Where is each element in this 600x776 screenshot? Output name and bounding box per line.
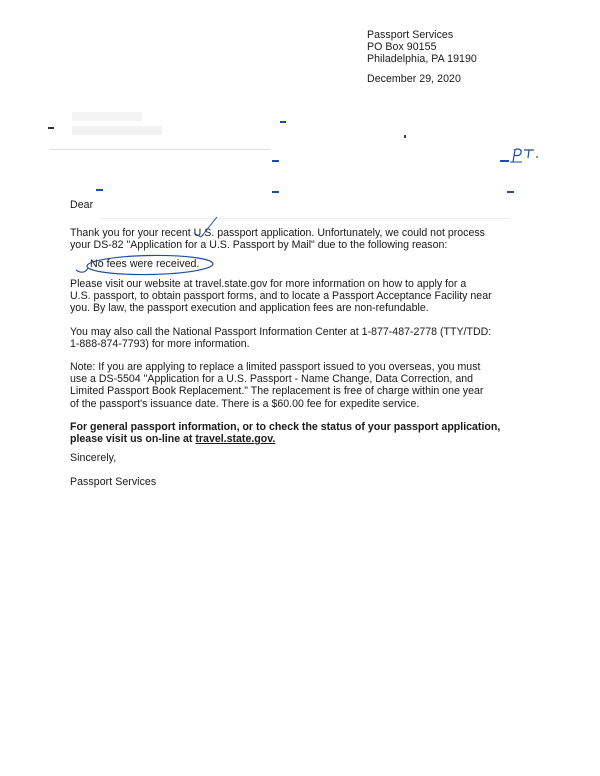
text-line: Please visit our website at travel.state.gov for more information on how to apply for a: [70, 278, 467, 290]
handwritten-check-mark: [193, 215, 223, 239]
paragraph-intro: [70, 227, 530, 251]
text-line: Note: If you are applying to replace a limited passport issued to you overseas, you must: [70, 361, 481, 373]
text-line: use a DS-5504 "Application for a U.S. Passport - Name Change, Data Correction, and: [70, 373, 473, 386]
sender-po-box: PO Box 90155: [367, 41, 437, 54]
sender-city: Philadelphia, PA 19190: [367, 53, 477, 66]
text-line: you. By law, the passport execution and application fees are non-refundable.: [70, 302, 429, 315]
sender-name: Passport Services: [367, 29, 454, 41]
paragraph-note: [70, 361, 530, 410]
handwritten-circle-mark: [72, 252, 232, 280]
text-line: Limited Passport Book Replacement." The replacement is free of charge within one year: [70, 385, 484, 398]
rejection-reason: No fees were received.: [90, 258, 200, 270]
text-line: U.S. passport, to obtain passport forms, and to locate a Passport Acceptance Facility near: [70, 290, 492, 303]
text-fragment: please visit us on-line at: [70, 433, 196, 446]
text-line: [70, 433, 530, 445]
text-line: of the passport's issuance date. There is a $60.00 fee for expedite service.: [70, 397, 420, 410]
sender-address: [367, 29, 477, 66]
text-line: your DS-82 "Application for a U.S. Passport by Mail" due to the following reason:: [70, 239, 448, 252]
signature: Passport Services: [70, 476, 157, 488]
text-line: You may also call the National Passport Information Center at 1-877-487-2778 (TTY/TDD:: [70, 326, 492, 338]
handwritten-pt-mark: [508, 146, 548, 168]
paragraph-phone: [70, 326, 530, 350]
closing: Sincerely,: [70, 452, 117, 464]
letter-date: December 29, 2020: [367, 73, 461, 85]
travel-state-gov-link[interactable]: travel.state.gov.: [195, 433, 276, 446]
salutation: Dear: [70, 199, 94, 211]
paragraph-status-info: [70, 421, 530, 445]
text-line: For general passport information, or to check the status of your passport application,: [70, 421, 501, 433]
text-line: Thank you for your recent U.S. passport application. Unfortunately, we could not process: [70, 227, 485, 239]
paragraph-website: [70, 278, 530, 315]
text-line: 1-888-874-7793) for more information.: [70, 338, 250, 351]
